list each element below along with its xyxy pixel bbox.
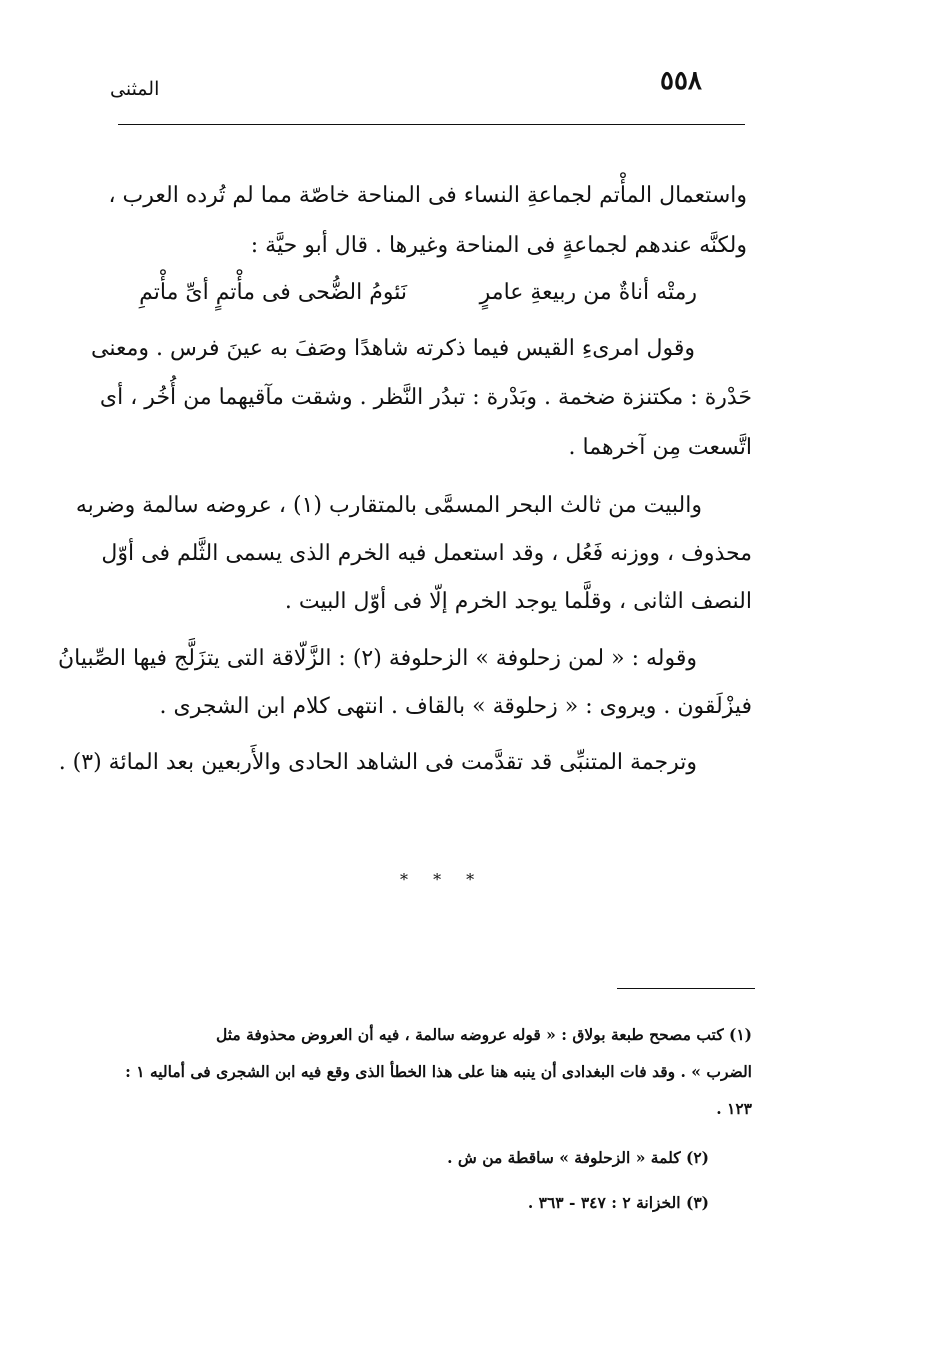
body-line-p2-1: وقول امرىءِ القيس فيما ذكرته شاهدًا وصَفَ به عينَ فرس . ومعنى [91, 336, 695, 361]
body-line-p3-2: محذوف ، ووزنه فَعُل ، وقد استعمل فيه الخرم الذى يسمى الثَّلم فى أوّل [101, 541, 752, 566]
body-line-p2-2: حَدْرة : مكتنزة ضخمة . وبَدْرة : تبدُر النَّظر . وشقت مآقيهما من أُخُر ، أى [99, 385, 752, 410]
page-number: ٥٥٨ [660, 66, 702, 96]
body-line-p3-1: والبيت من ثالث البحر المسمَّى بالمتقارب (١) ، عروضه سالمة وضربه [75, 493, 702, 518]
footnote-1-line-1: (١) كتب مصحح طبعة بولاق : « قوله عروضه سالمة ، فيه أن العروض محذوفة مثل [215, 1025, 752, 1044]
footnote-2: (٢) كلمة « الزحلوفة » ساقطة من ش . [447, 1148, 709, 1167]
body-line-p5-1: وترجمة المتنبِّى قد تقدَّمت فى الشاهد الحادى والأَربعين بعد المائة (٣) . [58, 750, 697, 775]
section-separator: * * * [400, 870, 485, 889]
body-line-p4-1: وقوله : « لمن زحلوفة » الزحلوفة (٢) : الزَّلّاقة التى يتزَلَّج فيها الصِّبيانُ [58, 646, 697, 671]
body-line-p2-3: اتَّسعت مِن آخرهما . [568, 435, 752, 460]
header-rule [118, 124, 745, 125]
body-line-p1-2: ولكنَّه عندهم لجماعةٍ فى المناحة وغيرها . قال أبو حيَّة : [250, 233, 747, 258]
footnote-rule [617, 988, 755, 989]
verse-hemistich-2: نَئومُ الضُّحى فى مأْتمٍ أىِّ مأْتمِ [139, 280, 407, 305]
body-line-p1-1: واستعمال المأْتم لجماعةِ النساء فى المناحة خاصّة مما لم تُرده العرب ، [108, 183, 747, 208]
running-head: المثنى [110, 78, 160, 100]
footnote-3: (٣) الخزانة ٢ : ٣٤٧ - ٣٦٣ . [527, 1193, 709, 1212]
verse-hemistich-1: رمتْه أناةٌ من ربيعةِ عامرٍ [479, 280, 697, 305]
footnote-1-line-2: الضرب » . وقد فات البغدادى أن ينبه هنا على هذا الخطأ الذى وقع فيه ابن الشجرى فى أماليه ١ : [125, 1062, 752, 1081]
footnote-1-line-3: ١٢٣ . [716, 1099, 752, 1118]
body-line-p4-2: فيزْلَقون . ويروى : « زحلوقة » بالقاف . انتهى كلام ابن الشجرى . [159, 694, 752, 719]
body-line-p3-3: النصف الثانى ، وقلَّما يوجد الخرم إلّا فى أوّل البيت . [284, 589, 752, 614]
